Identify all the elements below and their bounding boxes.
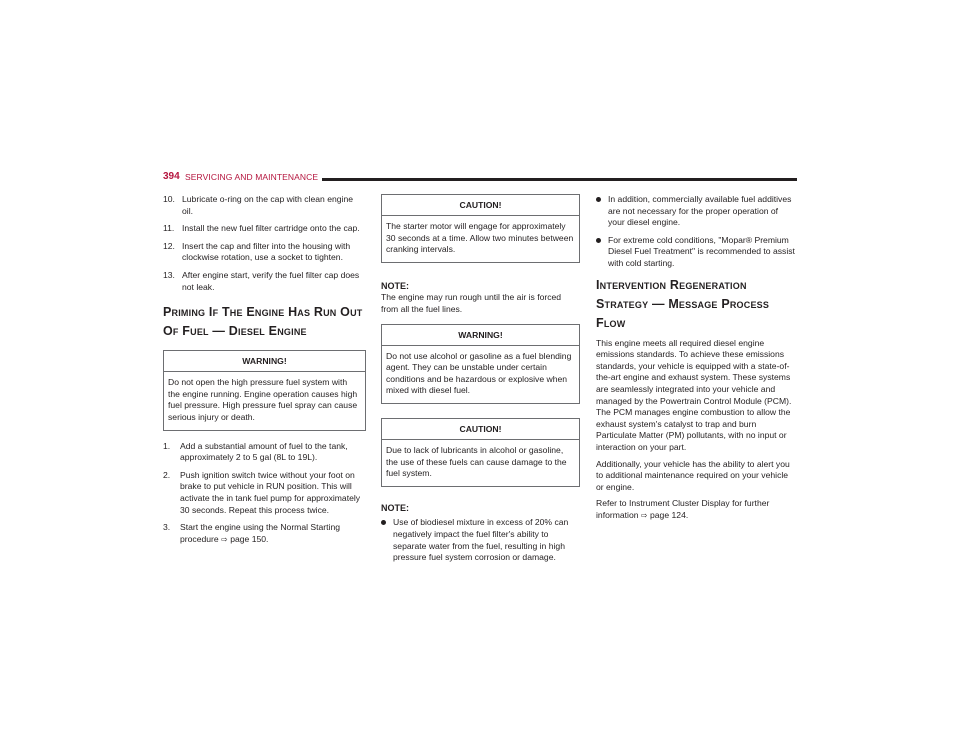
column-right (596, 194, 797, 526)
caution-title: CAUTION! (382, 195, 579, 216)
step-2: 2. Push ignition switch twice without your foot on brake to put vehicle in RUN position. This will activate the in tank fuel pump for approximately 30 seconds. Repeat this process twice. (163, 469, 361, 515)
bullet-icon (381, 520, 386, 525)
warning-body: Do not use alcohol or gasoline as a fuel blending agent. They can be unstable under certain conditions and be hazardous or explosive when mixed with diesel fuel. (386, 350, 572, 396)
note-text: The engine may run rough until the air is forced from all the fuel lines. (381, 292, 562, 314)
column-left (163, 194, 366, 551)
step-13: 13. After engine start, verify the fuel filter cap does not leak. (163, 269, 360, 292)
header-rule (322, 178, 797, 181)
column-middle (381, 194, 580, 570)
step-1: 1. Add a substantial amount of fuel to the tank, approximately 2 to 5 gal (8L to 19L). (163, 440, 348, 463)
warning-title: WARNING! (382, 325, 579, 346)
warning-box-alcohol (381, 324, 580, 404)
note-label: NOTE: (381, 502, 409, 513)
section-heading-regeneration: Intervention Regeneration Strategy — Message Process Flow (596, 277, 770, 330)
step-11: 11. Install the new fuel filter cartridge onto the cap. (163, 223, 360, 234)
page-reference-link[interactable]: page 150. (230, 533, 269, 544)
warning-title: WARNING! (164, 351, 365, 372)
caution-title: CAUTION! (382, 419, 579, 440)
page-reference-arrow-icon: ⇨ (221, 534, 228, 544)
note-label: NOTE: (381, 280, 409, 291)
paragraph-refer: Refer to Instrument Cluster Display for further information ⇨ page 124. (596, 498, 770, 520)
warning-box-high-pressure (163, 350, 366, 430)
step-3: 3. Start the engine using the Normal Starting procedure ⇨ page 150. (163, 522, 341, 544)
list-item: For extreme cold conditions, "Mopar® Premium Diesel Fuel Treatment" is recommended to assist with cold starting. (596, 235, 797, 270)
section-heading-priming: Priming If The Engine Has Run Out Of Fuel — Diesel Engine (163, 305, 363, 339)
page-number: 394 (163, 171, 180, 182)
caution-box-starter (381, 194, 580, 263)
list-item: Use of biodiesel mixture in excess of 20% can negatively impact the fuel filter's ability to separate water from the fuel, resulting in high pressure fuel system corrosion or damage. (381, 517, 580, 563)
paragraph-emissions: This engine meets all required diesel engine emissions standards. To achieve these emissions standards, your vehicle is equipped with a state-of-the-art engine and exhaust system. These systems are seamlessly integrated into your vehicle and managed by the Powertrain Control Module (PCM). The PCM manages engine combustion to allow the exhaust system's catalyst to trap and burn Particulate Matter (PM) pollutants, with no input or interaction on your part. (596, 337, 792, 452)
section-title: SERVICING AND MAINTENANCE (185, 172, 319, 182)
page-reference-link[interactable]: page 124. (650, 509, 689, 520)
paragraph-maintenance: Additionally, your vehicle has the ability to alert you to additional maintenance required on your vehicle or engine. (596, 458, 790, 492)
bullet-icon (596, 238, 601, 243)
list-item: In addition, commercially available fuel additives are not necessary for the proper operation of your diesel engine. (596, 194, 797, 229)
caution-body: The starter motor will engage for approximately 30 seconds at a time. Allow two minutes between cranking intervals. (386, 221, 574, 255)
page-reference-arrow-icon: ⇨ (640, 510, 648, 520)
step-10: 10. Lubricate o-ring on the cap with clean engine oil. (163, 194, 354, 216)
warning-body: Do not open the high pressure fuel system with the engine running. Engine operation causes high fuel pressure. High pressure fuel spray can cause serious injury or death. (168, 377, 358, 422)
bullet-icon (596, 197, 601, 202)
step-12: 12. Insert the cap and filter into the housing with clockwise rotation, use a socket to tighten. (163, 240, 351, 263)
caution-body: Due to lack of lubricants in alcohol or gasoline, the use of these fuels can cause damage to the fuel system. (386, 444, 567, 479)
page-header (163, 171, 797, 185)
caution-box-lubricants (381, 418, 580, 487)
